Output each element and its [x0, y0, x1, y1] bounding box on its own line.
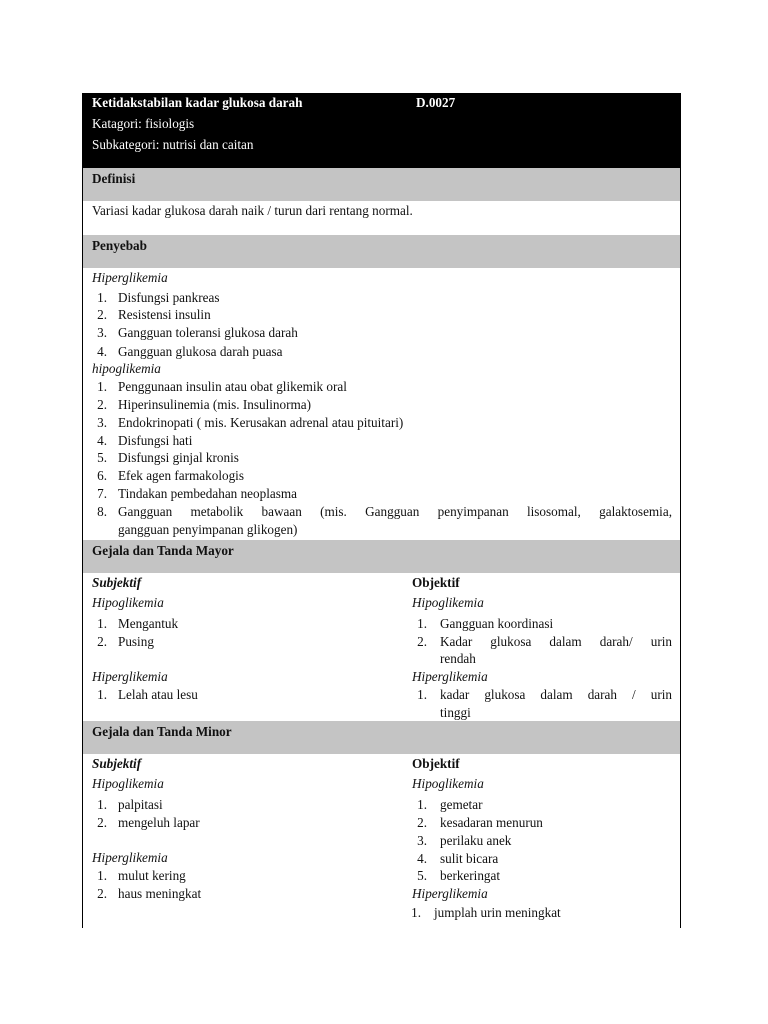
definisi-heading: Definisi [92, 171, 136, 186]
category-text: Katagori: fisiologis [92, 116, 195, 131]
penyebab-hipo-label: hipoglikemia [92, 361, 161, 376]
mayor-obj-hipo-label: Hipoglikemia [412, 595, 484, 610]
penyebab-hiper-label: Hiperglikemia [92, 270, 168, 285]
minor-obj-hiper-label: Hiperglikemia [412, 886, 488, 901]
mayor-subjektif-heading: Subjektif [92, 575, 142, 590]
mayor-header [83, 540, 680, 573]
penyebab-heading: Penyebab [92, 238, 147, 253]
subcategory-text: Subkategori: nutrisi dan caitan [92, 137, 254, 152]
minor-subjektif-heading: Subjektif [92, 756, 142, 771]
mayor-heading: Gejala dan Tanda Mayor [92, 543, 234, 558]
definisi-header [83, 168, 680, 201]
minor-heading: Gejala dan Tanda Minor [92, 724, 232, 739]
header-band [83, 93, 680, 168]
minor-sub-hiper-label: Hiperglikemia [92, 850, 168, 865]
diagnosis-title: Ketidakstabilan kadar glukosa darah [92, 95, 303, 110]
diagnosis-code: D.0027 [416, 95, 456, 110]
penyebab-header [83, 235, 680, 268]
minor-header [83, 721, 680, 754]
definisi-text: Variasi kadar glukosa darah naik / turun dari rentang normal. [92, 203, 413, 218]
mayor-objektif-heading: Objektif [412, 575, 460, 590]
mayor-obj-hiper-label: Hiperglikemia [412, 669, 488, 684]
minor-obj-hipo-label: Hipoglikemia [412, 776, 484, 791]
mayor-sub-hipo-label: Hipoglikemia [92, 595, 164, 610]
mayor-sub-hiper-label: Hiperglikemia [92, 669, 168, 684]
diagnosis-sheet: Ketidakstabilan kadar glukosa darah D.0027 Katagori: fisiologis Subkategori: nutrisi dan caitan Definisi Variasi kadar glukosa darah naik / turun dari rentang normal. Penyebab Hiperglikemia 1. Disfungsi pankreas 2. Resistensi insulin 3. Gangguan toleransi glukosa darah 4. Gangguan glukosa darah puasa hipoglikemia 1. Penggunaan insulin atau obat glikemik oral 2. Hiperinsulinemia (mis. Insulinorma) 3. Endokrinopati ( mis. Kerusakan adrenal atau pituitari) 4. Disfungsi hati 5. Disfungsi ginjal kronis 6. Efek agen farmakologis 7. Tindakan pembedahan neoplasma 8. Gangguan metabolik bawaan (mis. Gangguan penyimpanan lisosomal, galaktosemia, gangguan penyimpanan glikogen) Gejala dan Tanda Mayor Subjektif Hipoglikemia 1. Mengantuk 2. Pusing Hiperglikemia 1. Lelah atau lesu Objektif Hipoglikemia 1. Gangguan koordinasi 2. Kadar glukosa dalam darah/ urin rendah Hiperglikemia 1. kadar glukosa dalam darah / urin tinggi Gejala dan Tanda Minor Subjektif Hipoglikemia 1. palpitasi 2. mengeluh lapar Hiperglikemia 1. mulut kering 2. haus meningkat Objektif Hipoglikemia 1. gemetar 2. kesadaran menurun 3. perilaku anek 4. sulit bicara 5. berkeringat Hiperglikemia 1. jumplah urin meningkat [82, 93, 681, 928]
minor-objektif-heading: Objektif [412, 756, 460, 771]
minor-sub-hipo-label: Hipoglikemia [92, 776, 164, 791]
